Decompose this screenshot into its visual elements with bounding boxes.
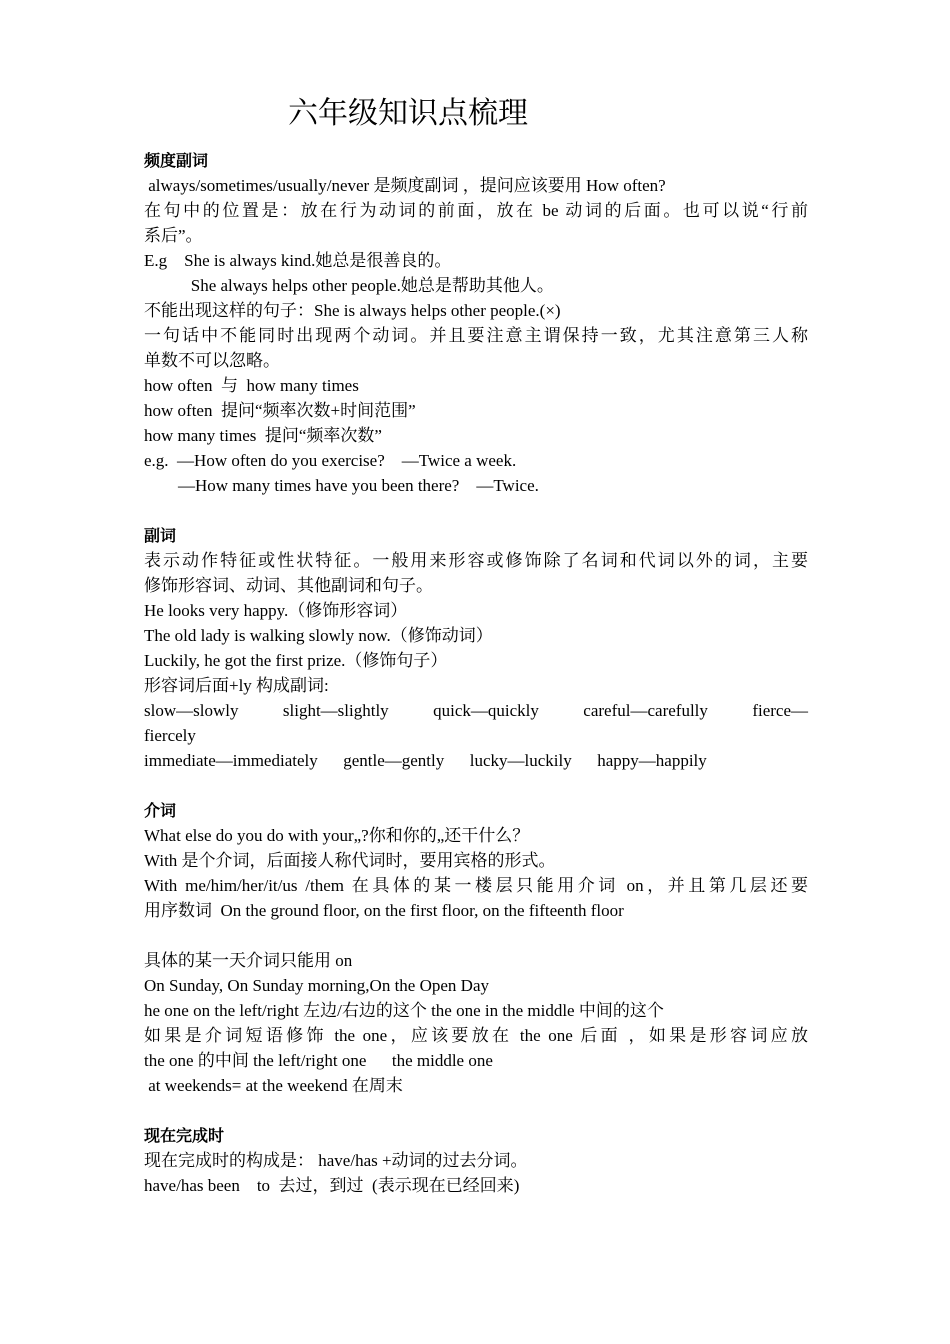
text-line: She always helps other people.她总是帮助其他人。 — [144, 276, 554, 295]
text-line: at weekends= at the weekend 在周末 — [144, 1076, 403, 1095]
text-line: 如果是介词短语修饰 the one，应该要放在 the one 后面 ，如果是形容词应放 — [144, 1026, 808, 1045]
text-line: What else do you do with your„?你和你的„还干什么？ — [144, 826, 530, 845]
text-line: always/sometimes/usually/never 是频度副词 ，提问应该要用 How often? — [144, 176, 666, 195]
text-line: 现在完成时的构成是： have/has +动词的过去分词。 — [144, 1151, 528, 1170]
text-line: 表示动作特征或性状特征。一般用来形容或修饰除了名词和代词以外的词，主要 — [144, 551, 808, 570]
text-line: immediate—immediately gentle—gently lucky—luckily happy—happily — [144, 751, 707, 770]
text-line: 用序数词 On the ground floor, on the first floor, on the fifteenth floor — [144, 901, 624, 920]
text-line: The old lady is walking slowly now.（修饰动词） — [144, 626, 493, 645]
text-line: he one on the left/right 左边/右边的这个 the one in the middle 中间的这个 — [144, 1001, 664, 1020]
text-line: E.g She is always kind.她总是很善良的。 — [144, 251, 452, 270]
text-line: Luckily, he got the first prize.（修饰句子） — [144, 651, 448, 670]
document-body — [144, 148, 808, 1198]
spacer — [144, 773, 808, 798]
section-heading: 现在完成时 — [144, 1126, 225, 1145]
section-adverbs — [144, 523, 808, 773]
text-line: fiercely — [144, 726, 196, 745]
text-line: He looks very happy.（修饰形容词） — [144, 601, 408, 620]
page-title: 六年级知识点梳理 — [288, 96, 528, 131]
spacer — [144, 923, 808, 948]
section-prepositions — [144, 798, 808, 1098]
text-line: have/has been to 去过，到过 (表示现在已经回来) — [144, 1176, 520, 1195]
section-heading: 频度副词 — [144, 151, 209, 170]
section-heading: 副词 — [144, 526, 177, 545]
text-line: how often 提问“频率次数+时间范围” — [144, 401, 416, 420]
spacer — [144, 1098, 808, 1123]
text-line: 不能出现这样的句子：She is always helps other people.(×) — [144, 301, 561, 320]
text-line: e.g. —How often do you exercise? —Twice a week. — [144, 451, 517, 470]
text-line: 系后”。 — [144, 226, 203, 245]
section-frequency-adverbs — [144, 148, 808, 498]
text-line: how many times 提问“频率次数” — [144, 426, 382, 445]
section-heading: 介词 — [144, 801, 177, 820]
text-line: slow—slowly slight—slightly quick—quickly careful—carefully fierce— — [144, 701, 808, 720]
section-present-perfect — [144, 1123, 808, 1198]
text-line: 在句中的位置是：放在行为动词的前面，放在 be 动词的后面。也可以说“行前 — [144, 201, 808, 220]
text-line: the one 的中间 the left/right one the middle one — [144, 1051, 493, 1070]
spacer — [144, 498, 808, 523]
text-line: With 是个介词，后面接人称代词时，要用宾格的形式。 — [144, 851, 556, 870]
text-line: 具体的某一天介词只能用 on — [144, 951, 353, 970]
text-line: On Sunday, On Sunday morning,On the Open Day — [144, 976, 489, 995]
text-line: 修饰形容词、动词、其他副词和句子。 — [144, 576, 433, 595]
text-line: —How many times have you been there? —Twice. — [144, 476, 539, 495]
text-line: 形容词后面+ly 构成副词: — [144, 676, 329, 695]
text-line: how often 与 how many times — [144, 376, 359, 395]
text-line: With me/him/her/it/us /them 在具体的某一楼层只能用介词 on，并且第几层还要 — [144, 876, 808, 895]
text-line: 单数不可以忽略。 — [144, 351, 280, 370]
text-line: 一句话中不能同时出现两个动词。并且要注意主谓保持一致，尤其注意第三人称 — [144, 326, 808, 345]
